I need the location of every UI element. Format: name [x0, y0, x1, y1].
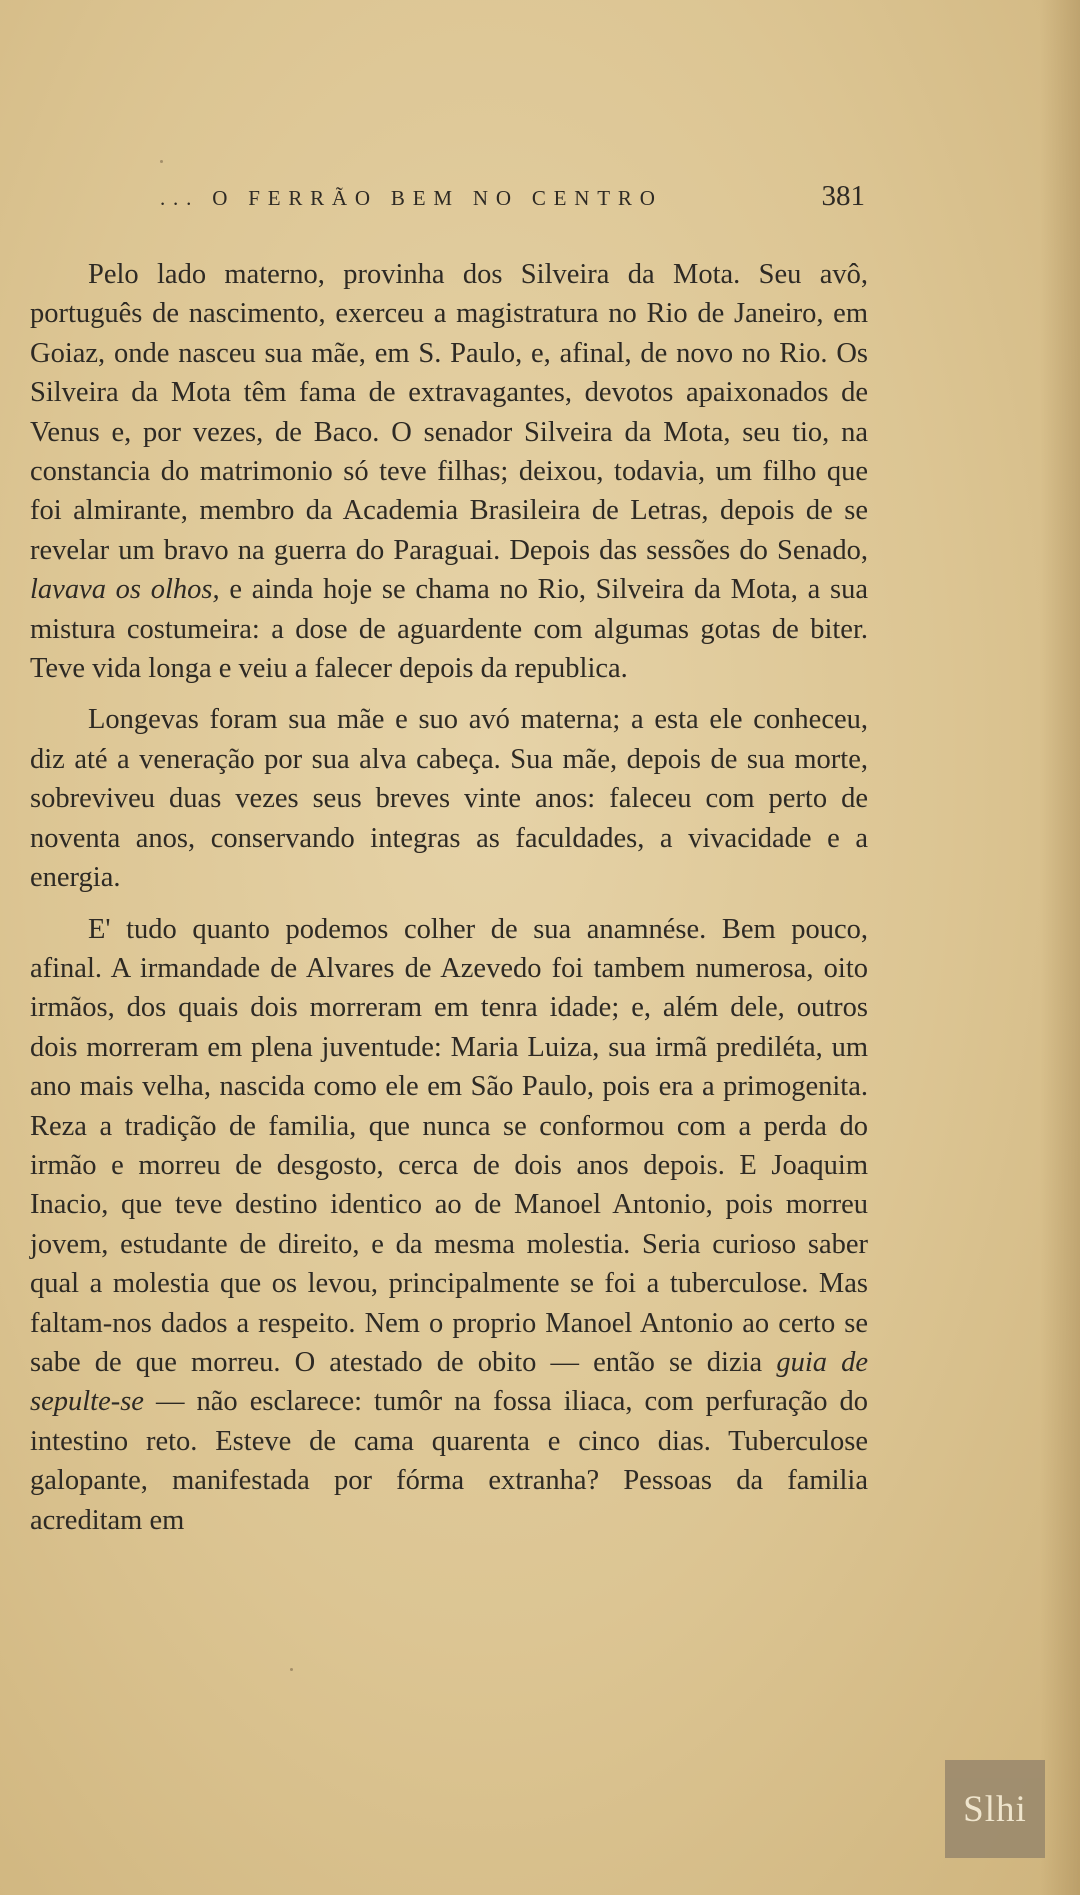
running-head — [160, 180, 865, 220]
running-title: ... O FERRÃO BEM NO CENTRO — [160, 186, 663, 210]
library-watermark-logo: Slhi — [945, 1760, 1045, 1858]
paragraph-3-text: E' tudo quanto podemos colher de sua anamnése. Bem pouco, afinal. A irmandade de Alvares de Azevedo foi tambem numerosa, oito irmãos, dos quais dois morreram em tenra idade; e, além dele, outros dois morreram em plena juventude: Maria Luiza, sua irmã prediléta, um ano mais velha, nascida como ele em São Paulo, pois era a primogenita. Reza a tradição de familia, que nunca se conformou com a perda do irmão e morreu de desgosto, cerca de dois anos depois. E Joaquim Inacio, que teve destino identico ao de Manoel Antonio, pois morreu jovem, estudante de direito, e da mesma molestia. Seria curioso saber qual a molestia que os levou, principalmente se foi a tuberculose. Mas faltam-nos dados a respeito. Nem o proprio Manoel Antonio ao certo se sabe de que morreu. O atestado de obito — então se dizia — [30, 913, 868, 1378]
paragraph-1-text: Pelo lado materno, provinha dos Silveira da Mota. Seu avô, português de nascimento, exerceu a magistratura no Rio de Janeiro, em Goiaz, onde nasceu sua mãe, em S. Paulo, e, afinal, de novo no Rio. Os Silveira da Mota têm fama de extravagantes, devotos apaixonados de Venus e, por vezes, de Baco. O senador Silveira da Mota, seu tio, na constancia do matrimonio só teve filhas; deixou, todavia, um filho que foi almirante, membro da Academia Brasileira de Letras, depois de se revelar um bravo na guerra do Paraguai. Depois das sessões do Senado, — [30, 259, 868, 566]
paragraph-1 — [30, 255, 868, 688]
page-number: 381 — [821, 180, 865, 212]
paragraph-1-italic: lavava os olhos, — [30, 574, 220, 606]
paragraph-1-end: e ainda hoje se chama no Rio, Silveira da Mota, a sua mistura costumeira: a dose de aguardente com algumas gotas de biter. Teve vida longa e veiu a falecer depois da republica. — [30, 574, 868, 685]
paragraph-3-end: — não esclarece: tumôr na fossa iliaca, com perfuração do intestino reto. Esteve de cama quarenta e cinco dias. Tuberculose galopante, manifestada por fórma extranha? Pessoas da familia acreditam em — [30, 1386, 868, 1536]
paragraph-3 — [30, 910, 868, 1541]
paragraph-3-italic: guia de sepulte-se — [30, 1346, 868, 1418]
paragraph-2-text: Longevas foram sua mãe e suo avó materna; a esta ele conheceu, diz até a veneração por sua alva cabeça. Sua mãe, depois de sua morte, sobreviveu duas vezes seus breves vinte anos: faleceu com perto de noventa anos, conservando integras as faculdades, a vivacidade e a energia. — [30, 704, 868, 894]
paper-speck — [290, 1668, 293, 1671]
page-edge-shadow — [1040, 0, 1080, 1895]
paper-speck — [160, 160, 163, 163]
paragraph-2 — [30, 700, 868, 897]
body-text — [30, 255, 868, 1552]
